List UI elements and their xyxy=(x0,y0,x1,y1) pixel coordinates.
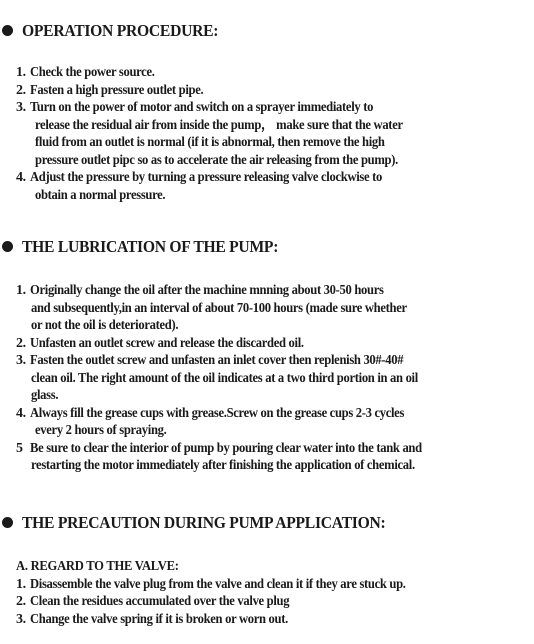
list-item xyxy=(16,99,530,169)
item-text: Fasten the outlet screw and unfasten an inlet cover then replenish 30#-40# xyxy=(30,353,404,368)
item-text: fluid from an outlet is normal (if it is abnormal, then remove the high xyxy=(35,135,385,150)
section-lubrication xyxy=(0,236,534,473)
list-item xyxy=(16,335,530,353)
list-item xyxy=(16,282,530,335)
section-title: THE PRECAUTION DURING PUMP APPLICATION: xyxy=(22,513,386,532)
item-number: 2. xyxy=(16,82,26,98)
item-number: 3. xyxy=(16,100,26,115)
item-text: Change the valve spring if it is broken or worn out. xyxy=(30,611,288,627)
list-item xyxy=(16,405,530,440)
section-precaution xyxy=(0,512,534,627)
item-text: clean oil. The right amount of the oil indicates at a two third portion in an oil xyxy=(31,370,418,386)
item-number: 2. xyxy=(16,594,26,609)
bullet-icon xyxy=(2,241,13,252)
list-item xyxy=(16,440,530,475)
precaution-list xyxy=(16,558,530,628)
item-number: 3. xyxy=(16,611,26,627)
section-heading xyxy=(0,20,534,42)
item-text: Turn on the power of motor and switch on a sprayer immediately to xyxy=(30,100,374,115)
item-number: 5 xyxy=(16,440,23,456)
item-text: or not the oil is deteriorated). xyxy=(31,318,179,333)
item-text: Be sure to clear the interior of pump by pouring clear water into the tank and xyxy=(30,440,422,456)
item-text: restarting the motor immediately after finishing the application of chemical. xyxy=(31,458,415,473)
item-number: 4. xyxy=(16,170,26,185)
section-title: THE LUBRICATION OF THE PUMP: xyxy=(22,237,279,256)
item-text: Disassemble the valve plug from the valve and clean it if they are stuck up. xyxy=(30,576,406,592)
item-number: 1. xyxy=(16,576,26,592)
item-text: pressure outlet pipc so as to accelerate the air releasing from the pump). xyxy=(35,152,398,168)
section-title: OPERATION PROCEDURE: xyxy=(22,21,219,40)
item-number: 1. xyxy=(16,65,26,80)
item-number: 2. xyxy=(16,335,26,351)
item-text: every 2 hours of spraying. xyxy=(35,423,167,438)
subheading: A. REGARD TO THE VALVE: xyxy=(16,559,179,574)
item-text: obtain a normal pressure. xyxy=(35,187,166,203)
list-item xyxy=(16,576,530,594)
item-text: and subsequently,in an interval of about 70-100 hours (made sure whether xyxy=(31,300,407,316)
list-item xyxy=(16,82,530,100)
list-item xyxy=(16,169,530,204)
item-text: release the residual air from inside the pump， make sure that the water xyxy=(35,117,403,133)
item-text: Adjust the pressure by turning a pressure releasing valve clockwise to xyxy=(30,170,382,185)
bullet-icon xyxy=(2,25,13,36)
list-item xyxy=(16,64,530,82)
item-number: 4. xyxy=(16,405,26,421)
item-number: 1. xyxy=(16,283,26,298)
procedure-list xyxy=(16,64,530,204)
item-text: Unfasten an outlet screw and release the discarded oil. xyxy=(30,335,304,351)
item-text: Check the power source. xyxy=(30,65,155,80)
item-text: Originally change the oil after the machine mnning about 30-50 hours xyxy=(30,283,384,298)
lubrication-list xyxy=(16,282,530,475)
item-text: glass. xyxy=(31,388,59,403)
list-item xyxy=(16,611,530,629)
item-text: Fasten a high pressure outlet pipe. xyxy=(30,82,204,98)
item-text: Always fill the grease cups with grease.Screw on the grease cups 2-3 cycles xyxy=(30,405,405,421)
item-number: 3. xyxy=(16,353,26,368)
bullet-icon xyxy=(2,517,13,528)
section-operation-procedure xyxy=(0,20,534,203)
item-text: Clean the residues accumulated over the valve plug xyxy=(30,594,290,609)
list-item xyxy=(16,593,530,611)
section-heading xyxy=(0,512,534,534)
list-item xyxy=(16,352,530,405)
section-heading xyxy=(0,236,534,258)
